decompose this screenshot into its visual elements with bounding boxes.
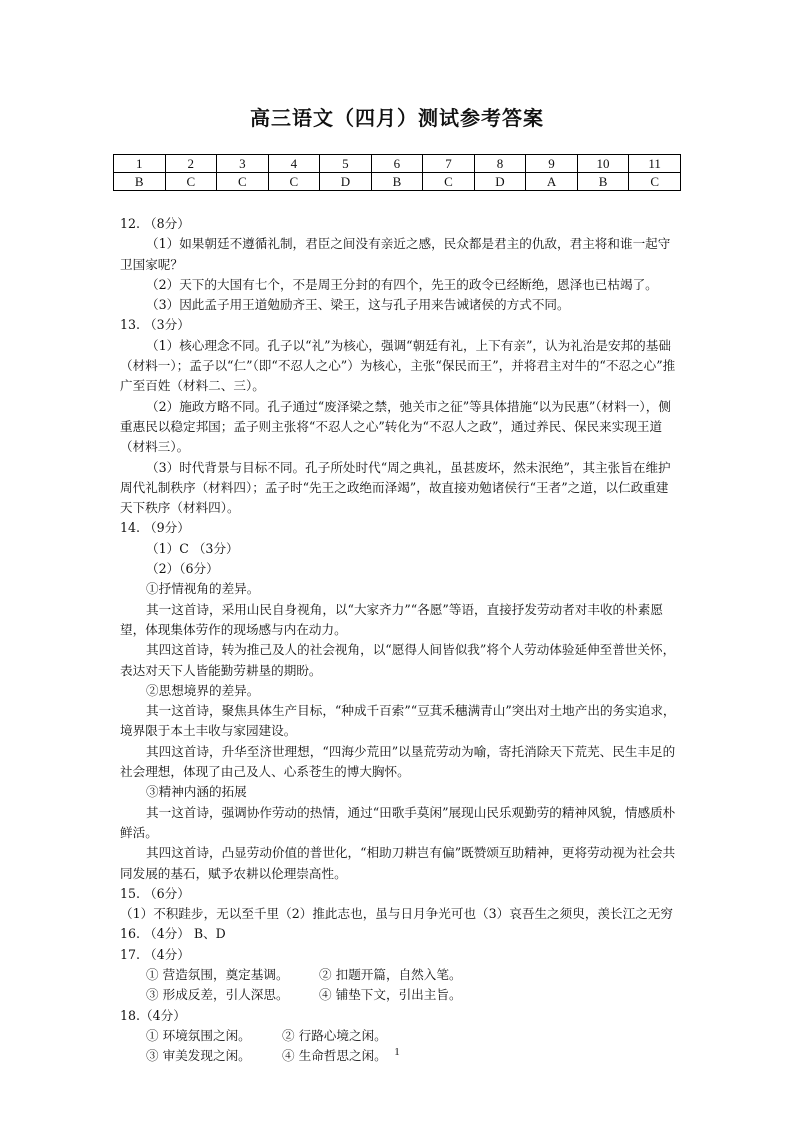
q18-option-2: ② 行路心境之闲。 xyxy=(282,1027,387,1043)
answer-body xyxy=(120,214,680,1066)
question-number-cell: 9 xyxy=(526,155,578,173)
q17-options-row-1 xyxy=(120,965,680,985)
answer-cell: B xyxy=(371,173,423,191)
question-number-cell: 4 xyxy=(268,155,320,173)
answer-cell: D xyxy=(320,173,372,191)
answer-cell: B xyxy=(114,173,166,191)
q15-heading: 15. （6分） xyxy=(120,885,190,901)
answer-cell: C xyxy=(423,173,475,191)
q14-answer-2: （2）（6分） xyxy=(146,561,219,577)
q14-subpoint-3a: 其一这首诗，强调协作劳动的热情，通过“田歌手莫闲”展现山民乐观勤劳的精神风貌，情感质朴鲜活。 xyxy=(120,804,676,840)
question-number-cell: 7 xyxy=(423,155,475,173)
q17-option-3: ③ 形成反差，引人深思。 xyxy=(146,987,289,1003)
question-number-cell: 11 xyxy=(629,155,681,173)
q14-subpoint-2: ②思想境界的差异。 xyxy=(146,682,260,698)
q18-options-row-1 xyxy=(120,1026,680,1046)
answer-cell: A xyxy=(526,173,578,191)
answer-cell: C xyxy=(165,173,217,191)
q14-subpoint-2a: 其一这首诗，聚焦具体生产目标，“种成千百索”“豆萁禾穗满青山”突出对土地产出的务实追求，境界限于本土丰收与家园建设。 xyxy=(120,703,676,739)
q13-heading: 13. （3分） xyxy=(120,317,190,333)
q17-option-4: ④ 铺垫下文，引出主旨。 xyxy=(319,987,462,1003)
answer-table-answer-row xyxy=(114,173,681,191)
q18-option-3: ③ 审美发现之闲。 xyxy=(146,1048,251,1064)
q12-answer-3: （3）因此孟子用王道勉励齐王、梁王，这与孔子用来告诫诸侯的方式不同。 xyxy=(146,297,570,313)
question-number-cell: 5 xyxy=(320,155,372,173)
q13-answer-3: （3）时代背景与目标不同。孔子所处时代“周之典礼，虽甚废坏，然未泯绝”，其主张旨在维护周代礼制秩序（材料四）；孟子时“先王之政绝而泽竭”，故直接劝勉诸侯行“王者”之道，以仁政重建天下秩序（材料四）。 xyxy=(120,459,671,516)
q14-subpoint-1b: 其四这首诗，转为推己及人的社会视角，以“愿得人间皆似我”将个人劳动体验延伸至普世关怀，表达对天下人皆能勤劳耕垦的期盼。 xyxy=(120,642,676,678)
q14-answer-1: （1）C （3分） xyxy=(146,540,239,556)
q17-option-2: ② 扣题开篇，自然入笔。 xyxy=(319,966,462,982)
q14-subpoint-1: ①抒情视角的差异。 xyxy=(146,581,260,597)
q17-option-1: ① 营造氛围，奠定基调。 xyxy=(146,966,289,982)
q14-subpoint-1a: 其一这首诗，采用山民自身视角，以“大家齐力”“各愿”等语，直接抒发劳动者对丰收的朴素愿望，体现集体劳作的现场感与内在动力。 xyxy=(120,601,663,637)
answer-cell: B xyxy=(577,173,629,191)
question-number-cell: 3 xyxy=(217,155,269,173)
q18-option-4: ④ 生命哲思之闲。 xyxy=(282,1048,387,1064)
page-number: 1 xyxy=(394,1046,400,1058)
answer-cell: C xyxy=(629,173,681,191)
q18-option-1: ① 环境氛围之闲。 xyxy=(146,1027,251,1043)
q14-subpoint-3b: 其四这首诗，凸显劳动价值的普世化，“相助刀耕岂有偏”既赞颂互助精神，更将劳动视为社会共同发展的基石，赋予农耕以伦理崇高性。 xyxy=(120,845,676,881)
q12-heading: 12. （8分） xyxy=(120,216,190,231)
q14-subpoint-3: ③精神内涵的拓展 xyxy=(146,784,247,800)
q16-answer: 16. （4分） B、D xyxy=(120,926,226,942)
answer-cell: D xyxy=(474,173,526,191)
q13-answer-2: （2）施政方略不同。孔子通过“废泽梁之禁，弛关市之征”等具体措施“以为民惠”（材料一），侧重惠民以稳定邦国；孟子则主张将“不忍人之心”转化为“不忍人之政”，通过养民、保民来实现王道（材料三）。 xyxy=(120,398,671,455)
page-title: 高三语文（四月）测试参考答案 xyxy=(250,106,544,130)
q13-answer-1: （1）核心理念不同。孔子以“礼”为核心，强调“朝廷有礼，上下有亲”，认为礼治是安邦的基础（材料一）；孟子以“仁”（即“不忍人之心”）为核心，主张“保民而王”，并将君主对牛的“不忍之心”推广至百姓（材料二、三）。 xyxy=(120,337,676,394)
answer-table xyxy=(113,154,681,191)
question-number-cell: 6 xyxy=(371,155,423,173)
answer-cell: C xyxy=(217,173,269,191)
q12-answer-1: （1）如果朝廷不遵循礼制，君臣之间没有亲近之感，民众都是君主的仇敌，君主将和谁一起守卫国家呢？ xyxy=(120,236,671,272)
q17-options-row-2 xyxy=(120,985,680,1005)
question-number-cell: 8 xyxy=(474,155,526,173)
question-number-cell: 1 xyxy=(114,155,166,173)
answer-table-number-row xyxy=(114,155,681,173)
q14-subpoint-2b: 其四这首诗，升华至济世理想，“四海少荒田”以垦荒劳动为喻，寄托消除天下荒芜、民生丰足的社会理想，体现了由己及人、心系苍生的博大胸怀。 xyxy=(120,743,676,780)
q17-heading: 17. （4分） xyxy=(120,946,190,962)
q12-answer-2: （2）天下的大国有七个，不是周王分封的有四个，先王的政令已经断绝，恩泽也已枯竭了。 xyxy=(146,276,658,292)
q18-heading: 18.（4分） xyxy=(120,1007,186,1023)
question-number-cell: 10 xyxy=(577,155,629,173)
question-number-cell: 2 xyxy=(165,155,217,173)
answer-cell: C xyxy=(268,173,320,191)
q15-answer: （1）不积跬步，无以至千里（2）推此志也，虽与日月争光可也（3）哀吾生之须臾，羡长江之无穷 xyxy=(120,906,673,922)
q14-heading: 14. （9分） xyxy=(120,520,190,536)
